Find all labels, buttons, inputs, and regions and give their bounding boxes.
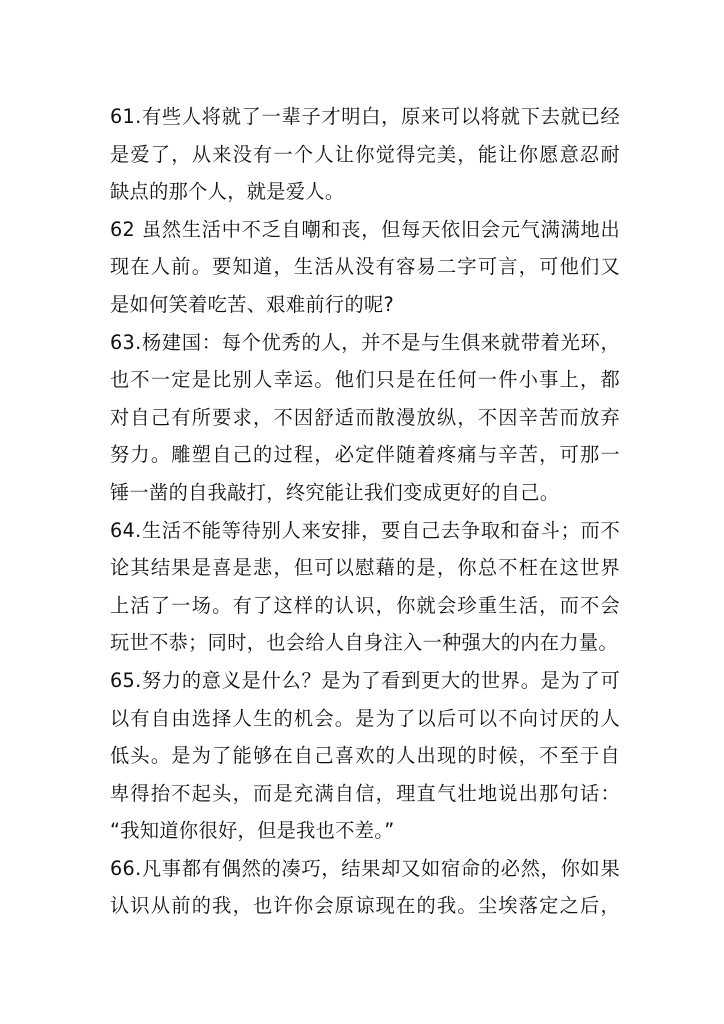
paragraph-66	[110, 850, 620, 925]
text-line: 也不一定是比别人幸运。他们只是在任何一件小事上，都	[110, 368, 620, 392]
text-line: 64.生活不能等待别人来安排，要自己去争取和奋斗；而不	[110, 518, 620, 542]
text-line: 是如何笑着吃苦、艰难前行的呢?	[110, 292, 395, 316]
text-line: “我知道你很好，但是我也不差。”	[110, 819, 395, 843]
text-line: 缺点的那个人，就是爱人。	[110, 180, 345, 204]
paragraph-63	[110, 324, 620, 512]
text-line: 锤一凿的自我敲打，终究能让我们变成更好的自己。	[110, 480, 560, 504]
text-line: 低头。是为了能够在自己喜欢的人出现的时候，不至于自	[110, 744, 620, 768]
text-line: 65.努力的意义是什么？是为了看到更大的世界。是为了可	[110, 668, 620, 692]
text-line: 努力。雕塑自己的过程，必定伴随着疼痛与辛苦，可那一	[110, 443, 620, 467]
text-line: 对自己有所要求，不因舒适而散漫放纵，不因辛苦而放弃	[110, 405, 620, 429]
text-line: 论其结果是喜是悲，但可以慰藉的是，你总不枉在这世界	[110, 556, 620, 580]
text-line: 以有自由选择人生的机会。是为了以后可以不向讨厌的人	[110, 706, 620, 730]
text-line: 上活了一场。有了这样的认识，你就会珍重生活，而不会	[110, 593, 620, 617]
text-line: 61.有些人将就了一辈子才明白，原来可以将就下去就已经	[110, 105, 620, 128]
text-line: 62 虽然生活中不乏自嘲和丧，但每天依旧会元气满满地出	[110, 217, 620, 241]
paragraph-64	[110, 512, 620, 662]
text-line: 是爱了，从来没有一个人让你觉得完美，能让你愿意忍耐	[110, 142, 620, 166]
text-line: 认识从前的我，也许你会原谅现在的我。尘埃落定之后，	[110, 894, 620, 918]
paragraph-62	[110, 211, 620, 324]
text-line: 现在人前。要知道，生活从没有容易二字可言，可他们又	[110, 255, 620, 279]
text-line: 卑得抬不起头，而是充满自信，理直气壮地说出那句话：	[110, 781, 620, 805]
text-line: 66.凡事都有偶然的凑巧，结果却又如宿命的必然，你如果	[110, 856, 620, 880]
document-page	[110, 98, 620, 925]
paragraph-61	[110, 98, 620, 211]
text-line: 63.杨建国：每个优秀的人，并不是与生俱来就带着光环，	[110, 330, 620, 354]
paragraph-65	[110, 662, 620, 850]
text-line: 玩世不恭；同时，也会给人自身注入一种强大的内在力量。	[110, 631, 618, 655]
